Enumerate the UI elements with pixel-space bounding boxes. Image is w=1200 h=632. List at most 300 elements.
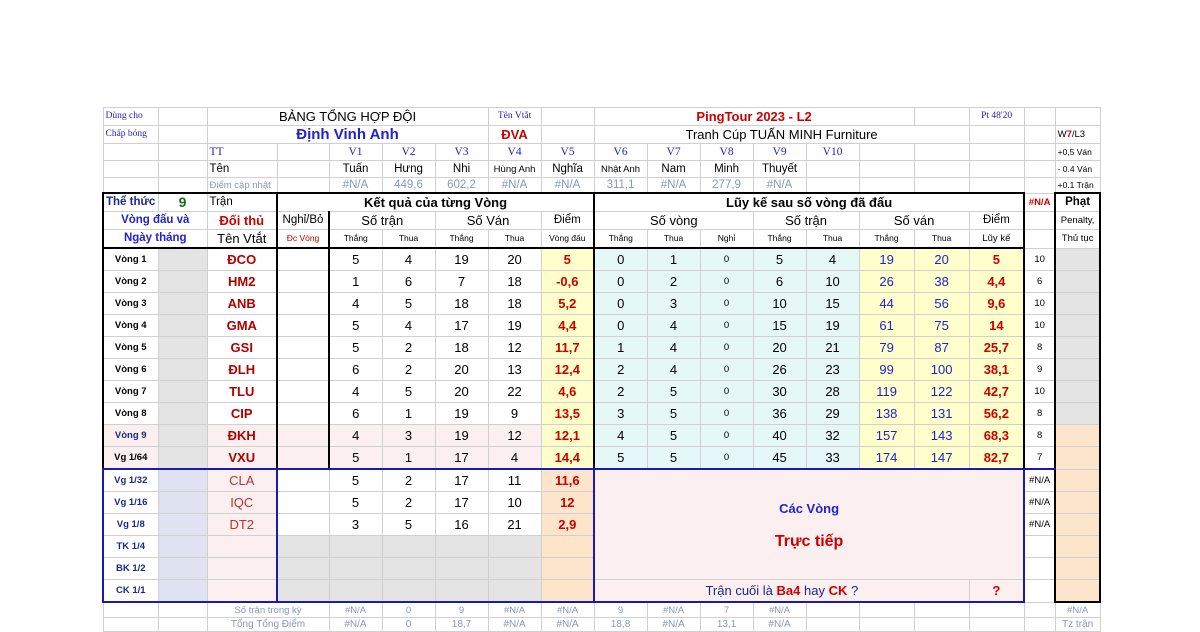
match-won: 5 — [329, 337, 382, 359]
round-row — [103, 425, 1100, 447]
cum-set-won: 157 — [859, 425, 914, 447]
match-lost: 2 — [382, 359, 435, 381]
header-row-2 — [103, 126, 1100, 144]
cum-round-won: 2 — [594, 359, 647, 381]
cum-round-won: 1 — [594, 337, 647, 359]
knockout-date — [158, 536, 207, 558]
match-lost: 4 — [382, 248, 435, 271]
opponent-code: GMA — [207, 315, 277, 337]
opponent-code: CIP — [207, 403, 277, 425]
ten-label: Tên — [207, 161, 277, 178]
dc-vong-label: Đc Vòng — [277, 230, 329, 249]
footer-right-label: Tz trận — [1055, 618, 1100, 632]
match-won: 5 — [329, 315, 382, 337]
lv-thang: Thắng — [594, 230, 647, 249]
knockout-opponent: IQC — [207, 492, 277, 514]
footer-value: #N/A — [541, 618, 594, 632]
cac-vong-label: Các Vòng — [779, 500, 840, 516]
cum-set-won: 119 — [859, 381, 914, 403]
penalty-cell — [1055, 492, 1100, 514]
round-score: 12 — [541, 492, 594, 514]
cum-set-lost: 147 — [914, 447, 969, 470]
footer-value: 0 — [382, 602, 435, 618]
cum-score: 38,1 — [969, 359, 1024, 381]
nghi-bo-cell — [277, 514, 329, 536]
round-row — [103, 359, 1100, 381]
round-date — [158, 337, 207, 359]
player-points: 449,6 — [382, 178, 435, 194]
set-lost: 19 — [488, 315, 541, 337]
footer-value: #N/A — [488, 618, 541, 632]
match-won: 4 — [329, 293, 382, 315]
final-text: Trận cuối là — [705, 583, 777, 598]
tong-label: Tổng Tổng Điểm — [207, 618, 329, 632]
knockout-label: Vg 1/16 — [103, 492, 158, 514]
cup-name: Tranh Cúp TUẤN MINH Furniture — [594, 126, 969, 144]
cum-match-lost: 33 — [806, 447, 859, 470]
set-won — [435, 558, 488, 580]
cum-match-won: 10 — [753, 293, 806, 315]
nghi-bo-label: Nghỉ/Bỏ — [277, 212, 329, 230]
cum-set-lost: 131 — [914, 403, 969, 425]
cum-score: 42,7 — [969, 381, 1024, 403]
round-extra: 8 — [1024, 337, 1055, 359]
round-row — [103, 337, 1100, 359]
luy-ke-header: Lũy kế sau số vòng đã đấu — [594, 193, 1024, 212]
player-code: V3 — [435, 144, 488, 161]
nghi-bo-cell — [277, 425, 329, 447]
set-won: 17 — [435, 315, 488, 337]
hay-text: hay — [800, 583, 829, 598]
match-lost: 2 — [382, 469, 435, 492]
cum-set-won: 61 — [859, 315, 914, 337]
opponent-code: VXU — [207, 447, 277, 470]
the-thuc-label: Thể thức — [103, 193, 158, 212]
knockout-extra — [1024, 558, 1055, 580]
na-header: #N/A — [1024, 193, 1055, 212]
cum-set-won: 19 — [859, 248, 914, 271]
cum-match-lost: 28 — [806, 381, 859, 403]
lv-nghi: Nghỉ — [700, 230, 753, 249]
player-name: Nam — [647, 161, 700, 178]
cum-match-won: 36 — [753, 403, 806, 425]
phat-header: Phạt — [1055, 193, 1100, 212]
player-code-row — [103, 144, 1100, 161]
truc-tiep-label: Trực tiếp — [774, 532, 844, 550]
round-date — [158, 447, 207, 470]
knockout-label: BK 1/2 — [103, 558, 158, 580]
cum-round-lost: 1 — [647, 248, 700, 271]
round-date — [158, 425, 207, 447]
cum-set-lost: 20 — [914, 248, 969, 271]
round-score: 5 — [541, 248, 594, 271]
cum-round-won: 0 — [594, 315, 647, 337]
penalty-cell — [1055, 514, 1100, 536]
set-lost — [488, 580, 541, 603]
knockout-opponent — [207, 580, 277, 603]
opponent-code: GSI — [207, 337, 277, 359]
opponent-code: ĐKH — [207, 425, 277, 447]
penalty-cell — [1055, 536, 1100, 558]
cum-score: 25,7 — [969, 337, 1024, 359]
footer-value: #N/A — [753, 602, 806, 618]
knockout-date — [158, 469, 207, 492]
column-sub-row — [103, 230, 1100, 249]
the-thuc-value: 9 — [158, 193, 207, 212]
cum-match-won: 26 — [753, 359, 806, 381]
player-name — [806, 161, 859, 178]
knockout-label: Vg 1/8 — [103, 514, 158, 536]
knockout-extra: #N/A — [1024, 492, 1055, 514]
summary-table — [102, 107, 1101, 632]
cum-match-lost: 4 — [806, 248, 859, 271]
pt-label: Pt 48'20 — [969, 108, 1024, 126]
cum-match-lost: 21 — [806, 337, 859, 359]
lv-thua: Thua — [647, 230, 700, 249]
set-lost — [488, 536, 541, 558]
cum-set-won: 99 — [859, 359, 914, 381]
opponent-code: HM2 — [207, 271, 277, 293]
player-points — [806, 178, 859, 194]
knockout-label: TK 1/4 — [103, 536, 158, 558]
so-vong-label: Số vòng — [594, 212, 753, 230]
player-code: V5 — [541, 144, 594, 161]
knockout-opponent: DT2 — [207, 514, 277, 536]
match-won — [329, 580, 382, 603]
footer-value: #N/A — [647, 618, 700, 632]
dung-cho-label: Dùng cho — [103, 108, 158, 126]
round-label: Vg 1/64 — [103, 447, 158, 470]
round-extra: 10 — [1024, 248, 1055, 271]
footer-row-2 — [103, 618, 1100, 632]
cum-set-won: 44 — [859, 293, 914, 315]
match-lost: 2 — [382, 337, 435, 359]
set-won: 19 — [435, 403, 488, 425]
cum-match-won: 40 — [753, 425, 806, 447]
tour-name: PingTour 2023 - L2 — [594, 108, 914, 126]
cum-round-won: 2 — [594, 381, 647, 403]
so-tran-cum-label: Số trận — [753, 212, 859, 230]
match-won — [329, 536, 382, 558]
player-points: #N/A — [488, 178, 541, 194]
player-points: 277,9 — [700, 178, 753, 194]
set-lost: 9 — [488, 403, 541, 425]
set-won: 19 — [435, 425, 488, 447]
knockout-date — [158, 558, 207, 580]
cum-score: 5 — [969, 248, 1024, 271]
match-lost — [382, 536, 435, 558]
cum-round-won: 0 — [594, 248, 647, 271]
match-lost: 2 — [382, 492, 435, 514]
cum-set-won: 138 — [859, 403, 914, 425]
cum-round-rest: 0 — [700, 425, 753, 447]
round-score: 12,1 — [541, 425, 594, 447]
nghi-bo-cell — [277, 293, 329, 315]
knockout-extra: #N/A — [1024, 514, 1055, 536]
cum-set-lost: 143 — [914, 425, 969, 447]
knockout-date — [158, 514, 207, 536]
nghi-bo-cell — [277, 315, 329, 337]
match-won: 5 — [329, 248, 382, 271]
opponent-code: ĐLH — [207, 359, 277, 381]
ck-text: CK — [828, 583, 848, 598]
round-row — [103, 293, 1100, 315]
penalty-cell — [1055, 271, 1100, 293]
vong-dau-label: Vòng đấu — [541, 230, 594, 249]
match-lost: 1 — [382, 403, 435, 425]
match-won: 1 — [329, 271, 382, 293]
cum-score: 14 — [969, 315, 1024, 337]
round-label: Vòng 4 — [103, 315, 158, 337]
round-label: Vòng 1 — [103, 248, 158, 271]
tt-label: TT — [207, 144, 277, 161]
round-score: 4,4 — [541, 315, 594, 337]
set-won: 20 — [435, 359, 488, 381]
round-score: 4,6 — [541, 381, 594, 403]
section-header-row — [103, 193, 1100, 212]
cum-match-won: 20 — [753, 337, 806, 359]
round-date — [158, 381, 207, 403]
knockout-label: CK 1/1 — [103, 580, 158, 603]
ket-qua-header: Kết quả của từng Vòng — [277, 193, 594, 212]
header-row-1 — [103, 108, 1100, 126]
knockout-date — [158, 492, 207, 514]
set-won: 18 — [435, 337, 488, 359]
cum-round-lost: 3 — [647, 293, 700, 315]
set-lost: 4 — [488, 447, 541, 470]
set-lost: 10 — [488, 492, 541, 514]
round-score: 14,4 — [541, 447, 594, 470]
footer-value: 7 — [700, 602, 753, 618]
cum-round-rest: 0 — [700, 337, 753, 359]
player-code: V6 — [594, 144, 647, 161]
round-row — [103, 403, 1100, 425]
cum-set-lost: 100 — [914, 359, 969, 381]
penalty-cell — [1055, 337, 1100, 359]
round-score: 5,2 — [541, 293, 594, 315]
nghi-bo-cell — [277, 403, 329, 425]
round-row — [103, 271, 1100, 293]
doi-thu-label: Đối thủ — [207, 212, 277, 230]
vong-dau-va-label: Vòng đấu và — [103, 212, 207, 230]
knockout-extra — [1024, 536, 1055, 558]
round-extra: 6 — [1024, 271, 1055, 293]
match-won: 6 — [329, 359, 382, 381]
nghi-bo-cell — [277, 337, 329, 359]
penalty-cell — [1055, 293, 1100, 315]
match-won: 3 — [329, 514, 382, 536]
set-won: 19 — [435, 248, 488, 271]
tran-label: Trận — [207, 193, 277, 212]
round-extra: 10 — [1024, 315, 1055, 337]
round-score — [541, 536, 594, 558]
round-extra: 8 — [1024, 425, 1055, 447]
ba4-text: Ba4 — [776, 583, 801, 598]
round-row — [103, 315, 1100, 337]
player-name: Hưng — [382, 161, 435, 178]
cum-match-lost: 10 — [806, 271, 859, 293]
set-lost: 12 — [488, 337, 541, 359]
player-code: V8 — [700, 144, 753, 161]
spreadsheet — [102, 107, 1099, 632]
nghi-bo-cell — [277, 536, 329, 558]
cum-round-rest: 0 — [700, 447, 753, 470]
round-score: 12,4 — [541, 359, 594, 381]
cum-round-lost: 4 — [647, 337, 700, 359]
round-extra: 10 — [1024, 293, 1055, 315]
ten-vtat-value: ĐVA — [488, 126, 541, 144]
set-lost: 20 — [488, 248, 541, 271]
note-1: +0,5 Ván — [1055, 144, 1100, 161]
round-row — [103, 248, 1100, 271]
so-van-cum-label: Số ván — [859, 212, 969, 230]
cum-round-lost: 2 — [647, 271, 700, 293]
nghi-bo-cell — [277, 469, 329, 492]
cum-match-won: 30 — [753, 381, 806, 403]
round-label: Vòng 9 — [103, 425, 158, 447]
knockout-extra — [1024, 580, 1055, 603]
cum-round-won: 5 — [594, 447, 647, 470]
cum-match-won: 6 — [753, 271, 806, 293]
cum-match-lost: 19 — [806, 315, 859, 337]
player-code: V1 — [329, 144, 382, 161]
st-thua: Thua — [382, 230, 435, 249]
set-lost: 18 — [488, 271, 541, 293]
round-row — [103, 381, 1100, 403]
lvv-thang: Thắng — [859, 230, 914, 249]
nghi-bo-cell — [277, 447, 329, 470]
penalty-cell — [1055, 558, 1100, 580]
penalty-cell — [1055, 403, 1100, 425]
cum-set-won: 174 — [859, 447, 914, 470]
penalty-label: Penalty, — [1055, 212, 1100, 230]
set-won: 20 — [435, 381, 488, 403]
match-won: 4 — [329, 425, 382, 447]
penalty-cell — [1055, 425, 1100, 447]
so-van-label: Số Ván — [435, 212, 541, 230]
sv-thua: Thua — [488, 230, 541, 249]
cum-round-lost: 5 — [647, 447, 700, 470]
cum-match-lost: 32 — [806, 425, 859, 447]
match-lost: 1 — [382, 447, 435, 470]
match-lost: 6 — [382, 271, 435, 293]
match-won: 5 — [329, 447, 382, 470]
opponent-code: TLU — [207, 381, 277, 403]
match-lost — [382, 580, 435, 603]
footer-value: 13,1 — [700, 618, 753, 632]
footer-value: 9 — [594, 602, 647, 618]
player-code: V2 — [382, 144, 435, 161]
cum-round-rest: 0 — [700, 315, 753, 337]
match-lost: 3 — [382, 425, 435, 447]
round-date — [158, 359, 207, 381]
column-group-row — [103, 212, 1100, 230]
set-lost: 13 — [488, 359, 541, 381]
footer-value: 9 — [435, 602, 488, 618]
lt-thang: Thắng — [753, 230, 806, 249]
footer-value: 0 — [382, 618, 435, 632]
cum-round-won: 4 — [594, 425, 647, 447]
cum-round-lost: 5 — [647, 403, 700, 425]
player-name: Minh — [700, 161, 753, 178]
cum-match-won: 15 — [753, 315, 806, 337]
knockout-row — [103, 580, 1100, 603]
penalty-cell — [1055, 469, 1100, 492]
player-points: #N/A — [329, 178, 382, 194]
player-points: #N/A — [647, 178, 700, 194]
cum-round-rest: 0 — [700, 271, 753, 293]
cum-round-rest: 0 — [700, 248, 753, 271]
player-points: 602,2 — [435, 178, 488, 194]
chap-bong-label: Chấp bóng — [103, 126, 158, 144]
cum-set-lost: 56 — [914, 293, 969, 315]
footer-value: #N/A — [647, 602, 700, 618]
footer-value: #N/A — [329, 618, 382, 632]
final-question — [594, 580, 969, 603]
cum-set-won: 79 — [859, 337, 914, 359]
cum-score: 4,4 — [969, 271, 1024, 293]
nghi-bo-cell — [277, 359, 329, 381]
luy-ke-label: Lũy kế — [969, 230, 1024, 249]
nghi-bo-cell — [277, 248, 329, 271]
footer-value: 18,8 — [594, 618, 647, 632]
round-date — [158, 403, 207, 425]
cum-set-lost: 75 — [914, 315, 969, 337]
cum-set-lost: 87 — [914, 337, 969, 359]
cum-score: 56,2 — [969, 403, 1024, 425]
diem-cum-label: Điểm — [969, 212, 1024, 230]
player-points-row — [103, 178, 1100, 194]
knockout-opponent — [207, 558, 277, 580]
penalty-cell — [1055, 447, 1100, 470]
cum-match-won: 45 — [753, 447, 806, 470]
penalty-cell — [1055, 315, 1100, 337]
note-2: - 0.4 Ván — [1055, 161, 1100, 178]
sheet-title: BẢNG TỔNG HỢP ĐỘI — [207, 108, 488, 126]
note-3: +0.1 Trận — [1055, 178, 1100, 194]
footer-value: #N/A — [488, 602, 541, 618]
q-text: ? — [847, 583, 859, 598]
cum-round-won: 0 — [594, 293, 647, 315]
cum-round-lost: 5 — [647, 425, 700, 447]
player-name: Tuấn — [329, 161, 382, 178]
round-score: -0,6 — [541, 271, 594, 293]
cum-score: 82,7 — [969, 447, 1024, 470]
round-date — [158, 293, 207, 315]
set-lost: 11 — [488, 469, 541, 492]
cum-round-won: 0 — [594, 271, 647, 293]
cum-score: 9,6 — [969, 293, 1024, 315]
knockout-label: Vg 1/32 — [103, 469, 158, 492]
round-score — [541, 580, 594, 603]
round-label: Vòng 5 — [103, 337, 158, 359]
nghi-bo-cell — [277, 271, 329, 293]
nghi-bo-cell — [277, 558, 329, 580]
knockout-extra: #N/A — [1024, 469, 1055, 492]
player-points: #N/A — [541, 178, 594, 194]
round-score: 2,9 — [541, 514, 594, 536]
cum-match-lost: 23 — [806, 359, 859, 381]
st-thang: Thắng — [329, 230, 382, 249]
opponent-code: ĐCO — [207, 248, 277, 271]
sv-thang: Thắng — [435, 230, 488, 249]
w-label: W7/L3 — [1055, 126, 1100, 144]
penalty-cell — [1055, 580, 1100, 603]
lt-thua: Thua — [806, 230, 859, 249]
match-lost: 4 — [382, 315, 435, 337]
set-won: 7 — [435, 271, 488, 293]
player-code: V9 — [753, 144, 806, 161]
